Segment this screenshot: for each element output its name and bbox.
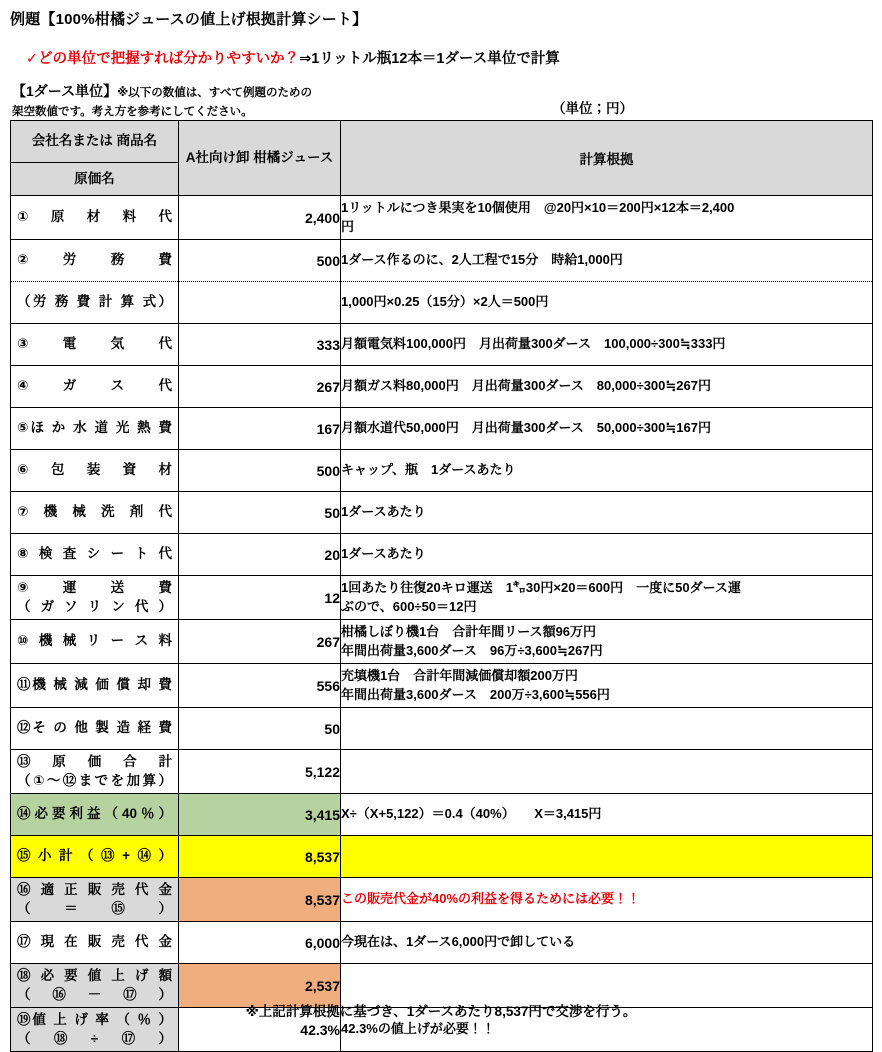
row-label-cell [11, 408, 179, 450]
row-label-cell [11, 664, 179, 708]
row-basis-line: 42.3%の値上げが必要！！ [341, 1021, 495, 1037]
row-basis-line: 月額水道代50,000円 月出荷量300ダース 50,000÷300≒167円 [341, 420, 711, 436]
row-label-line: ⑱ 必 要 値 上 げ 額 [17, 968, 172, 984]
row-label-line: （労 務 費 計 算 式） [17, 294, 172, 310]
row-basis-line: 1ダースあたり [341, 546, 426, 562]
table-body [11, 196, 873, 1052]
row-label-cell [11, 794, 179, 836]
row-value-cell[interactable]: 267 [179, 620, 341, 664]
table-row [11, 836, 873, 878]
row-label-cell [11, 534, 179, 576]
unit-note-line-2: 架空数値です。考え方を参考にしてください。 [12, 105, 253, 118]
row-label-cell [11, 282, 179, 324]
row-label-line: （ ⑯ － ⑰ ） [17, 986, 172, 1002]
row-label-line: （ ガ ソ リ ン 代 ） [17, 598, 172, 614]
row-basis-line: 1ダース作るのに、2人工程で15分 時給1,000円 [341, 252, 623, 268]
row-label-cell [11, 576, 179, 620]
row-basis-line: 1リットルにつき果実を10個使用 @20円×10＝200円×12本＝2,400 [341, 200, 735, 216]
row-label-line: ⑩ 機 械 リ ー ス 料 [17, 633, 172, 649]
row-basis-cell [341, 794, 873, 836]
row-label-line: ⑲値 上 げ 率 （ ％ ） [17, 1012, 172, 1028]
check-icon: ✓ [26, 51, 39, 67]
table-row [11, 366, 873, 408]
row-value-cell[interactable]: 8,537 [179, 878, 341, 922]
row-label-line: ⑰ 現 在 販 売 代 金 [17, 934, 172, 950]
row-label-line: ② 労 務 費 [17, 252, 172, 268]
row-label-line: （ ＝ ⑮ ） [17, 900, 172, 916]
row-value-cell[interactable]: 3,415 [179, 794, 341, 836]
row-label-cell [11, 196, 179, 240]
subtitle-answer: ⇒1リットル瓶12本＝1ダース単位で計算 [299, 51, 560, 67]
row-basis-line: 円 [341, 218, 355, 234]
table-row [11, 450, 873, 492]
row-label-line: ③ 電 気 代 [17, 336, 172, 352]
row-value-cell[interactable]: 500 [179, 450, 341, 492]
table-row [11, 878, 873, 922]
row-basis-line: X÷（X+5,122）＝0.4（40%） X＝3,415円 [341, 806, 602, 822]
row-value-cell[interactable]: 500 [179, 240, 341, 282]
table-row [11, 708, 873, 750]
table-row [11, 576, 873, 620]
cost-calculation-table [10, 120, 873, 1052]
header-company-product [11, 121, 179, 163]
row-basis-cell [341, 492, 873, 534]
subtitle-question: どの単位で把握すれば分かりやすいか？ [38, 51, 300, 67]
row-label-line: ⑭必要利益（40％） [17, 806, 172, 822]
header-company-line1: 会社名または [31, 133, 113, 149]
row-basis-cell [341, 922, 873, 964]
subtitle-line [26, 47, 560, 68]
table-row [11, 408, 873, 450]
row-label-cell [11, 878, 179, 922]
row-basis-line: 今現在は、1ダース6,000円で卸している [341, 934, 576, 950]
row-basis-line: この販売代金が40%の利益を得るためには必要！！ [341, 891, 641, 907]
page-title: 例題【100%柑橘ジュースの値上げ根拠計算シート】 [10, 11, 368, 28]
row-label-cell [11, 324, 179, 366]
row-label-line: （ ⑱ ÷ ⑰ ） [17, 1030, 172, 1046]
row-value-cell[interactable]: 333 [179, 324, 341, 366]
row-label-cell [11, 620, 179, 664]
row-label-line: ⑯ 適 正 販 売 代 金 [17, 882, 172, 898]
row-label-line: ⑪機 械 減 価 償 却 費 [17, 677, 172, 693]
row-basis-line: 1回あたり往復20キロ運送 1㌔30円×20＝600円 一度に50ダース運 [341, 580, 741, 596]
row-value-cell[interactable]: 8,537 [179, 836, 341, 878]
row-basis-line: 月額ガス料80,000円 月出荷量300ダース 80,000÷300≒267円 [341, 378, 711, 394]
row-label-line: ④ ガ ス 代 [17, 378, 172, 394]
row-value-cell[interactable]: 267 [179, 366, 341, 408]
row-basis-line: 充填機1台 合計年間減価償却額200万円 [341, 668, 578, 684]
row-label-line: ⑬ 原 価 合 計 [17, 754, 172, 770]
row-basis-line: キャップ、瓶 1ダースあたり [341, 462, 516, 478]
header-product-column [179, 121, 341, 196]
table-row [11, 492, 873, 534]
header-product-line1: A社向け卸 [185, 149, 250, 165]
row-value-cell[interactable]: 556 [179, 664, 341, 708]
row-label-line: ⑫そ の 他 製 造 経 費 [17, 720, 172, 736]
row-basis-cell [341, 324, 873, 366]
unit-note [12, 82, 432, 120]
currency-unit-label: （単位；円） [552, 101, 633, 116]
row-basis-cell [341, 408, 873, 450]
header-product-line2: 柑橘ジュース [253, 149, 334, 165]
row-label-line: ⑮小計（⑬+⑭） [17, 848, 172, 864]
row-basis-cell [341, 836, 873, 878]
row-basis-line: 年間出荷量3,600ダース 200万÷3,600≒556円 [341, 686, 610, 702]
unit-bracket-label: 【1ダース単位】 [12, 83, 118, 99]
row-value-cell[interactable]: 50 [179, 492, 341, 534]
row-basis-cell [341, 196, 873, 240]
row-value-cell[interactable]: 2,537 [179, 964, 341, 1008]
row-value-cell[interactable] [179, 282, 341, 324]
row-basis-line: 1ダースあたり [341, 504, 426, 520]
unit-note-line-1: ※以下の数値は、すべて例題のための [117, 87, 313, 99]
row-basis-line: ぶので、600÷50＝12円 [341, 598, 477, 614]
row-label-line: ⑥ 包 装 資 材 [17, 462, 172, 478]
row-basis-cell [341, 282, 873, 324]
row-label-cell [11, 708, 179, 750]
table-row [11, 750, 873, 794]
row-basis-cell [341, 878, 873, 922]
row-basis-cell [341, 750, 873, 794]
row-basis-cell [341, 534, 873, 576]
row-label-line: ⑨ 運 送 費 [17, 580, 172, 596]
row-basis-line: 1,000円×0.25（15分）×2人＝500円 [341, 294, 549, 310]
row-label-cell [11, 240, 179, 282]
row-value-cell[interactable]: 20 [179, 534, 341, 576]
table-row [11, 922, 873, 964]
row-basis-line: 月額電気料100,000円 月出荷量300ダース 100,000÷300≒333円 [341, 336, 726, 352]
header-company-line2: 商品名 [116, 133, 158, 149]
table-row [11, 794, 873, 836]
table-row [11, 324, 873, 366]
header-basis-column: 計算根拠 [341, 121, 873, 196]
table-header [11, 121, 873, 196]
row-label-cell [11, 450, 179, 492]
table-header-row-top [11, 121, 873, 163]
row-value-cell[interactable]: 167 [179, 408, 341, 450]
row-basis-cell [341, 620, 873, 664]
row-basis-cell [341, 366, 873, 408]
row-value-cell[interactable]: 50 [179, 708, 341, 750]
row-basis-cell [341, 576, 873, 620]
row-basis-line: 柑橘しぼり機1台 合計年間リース額96万円 [341, 624, 597, 640]
row-value-cell[interactable]: 6,000 [179, 922, 341, 964]
table-row [11, 534, 873, 576]
row-basis-cell [341, 450, 873, 492]
row-label-line: ⑧ 検 査 シ ー ト 代 [17, 546, 172, 562]
row-label-line: ⑦ 機 械 洗 剤 代 [17, 504, 172, 520]
row-label-line: （①～⑫までを加算） [17, 772, 172, 788]
table-row [11, 664, 873, 708]
row-basis-cell [341, 664, 873, 708]
row-value-cell[interactable]: 2,400 [179, 196, 341, 240]
row-label-cell [11, 750, 179, 794]
row-basis-cell [341, 708, 873, 750]
row-value-cell[interactable]: 5,122 [179, 750, 341, 794]
row-label-line: ① 原 材 料 代 [17, 209, 172, 225]
row-value-cell[interactable]: 12 [179, 576, 341, 620]
row-basis-line: 年間出荷量3,600ダース 96万÷3,600≒267円 [341, 642, 603, 658]
table-row [11, 240, 873, 282]
row-label-cell [11, 366, 179, 408]
row-label-line: ⑤ほ か 水 道 光 熱 費 [17, 420, 172, 436]
table-row [11, 282, 873, 324]
table-row [11, 196, 873, 240]
row-basis-cell [341, 240, 873, 282]
footer-note: ※上記計算根拠に基づき、1ダースあたり8,537円で交渉を行う。 [245, 1004, 637, 1019]
table-row [11, 620, 873, 664]
row-value-cell[interactable]: 42.3% [179, 1008, 341, 1052]
row-label-cell [11, 492, 179, 534]
row-label-cell [11, 922, 179, 964]
row-label-cell [11, 836, 179, 878]
header-cost-name: 原価名 [11, 163, 179, 196]
